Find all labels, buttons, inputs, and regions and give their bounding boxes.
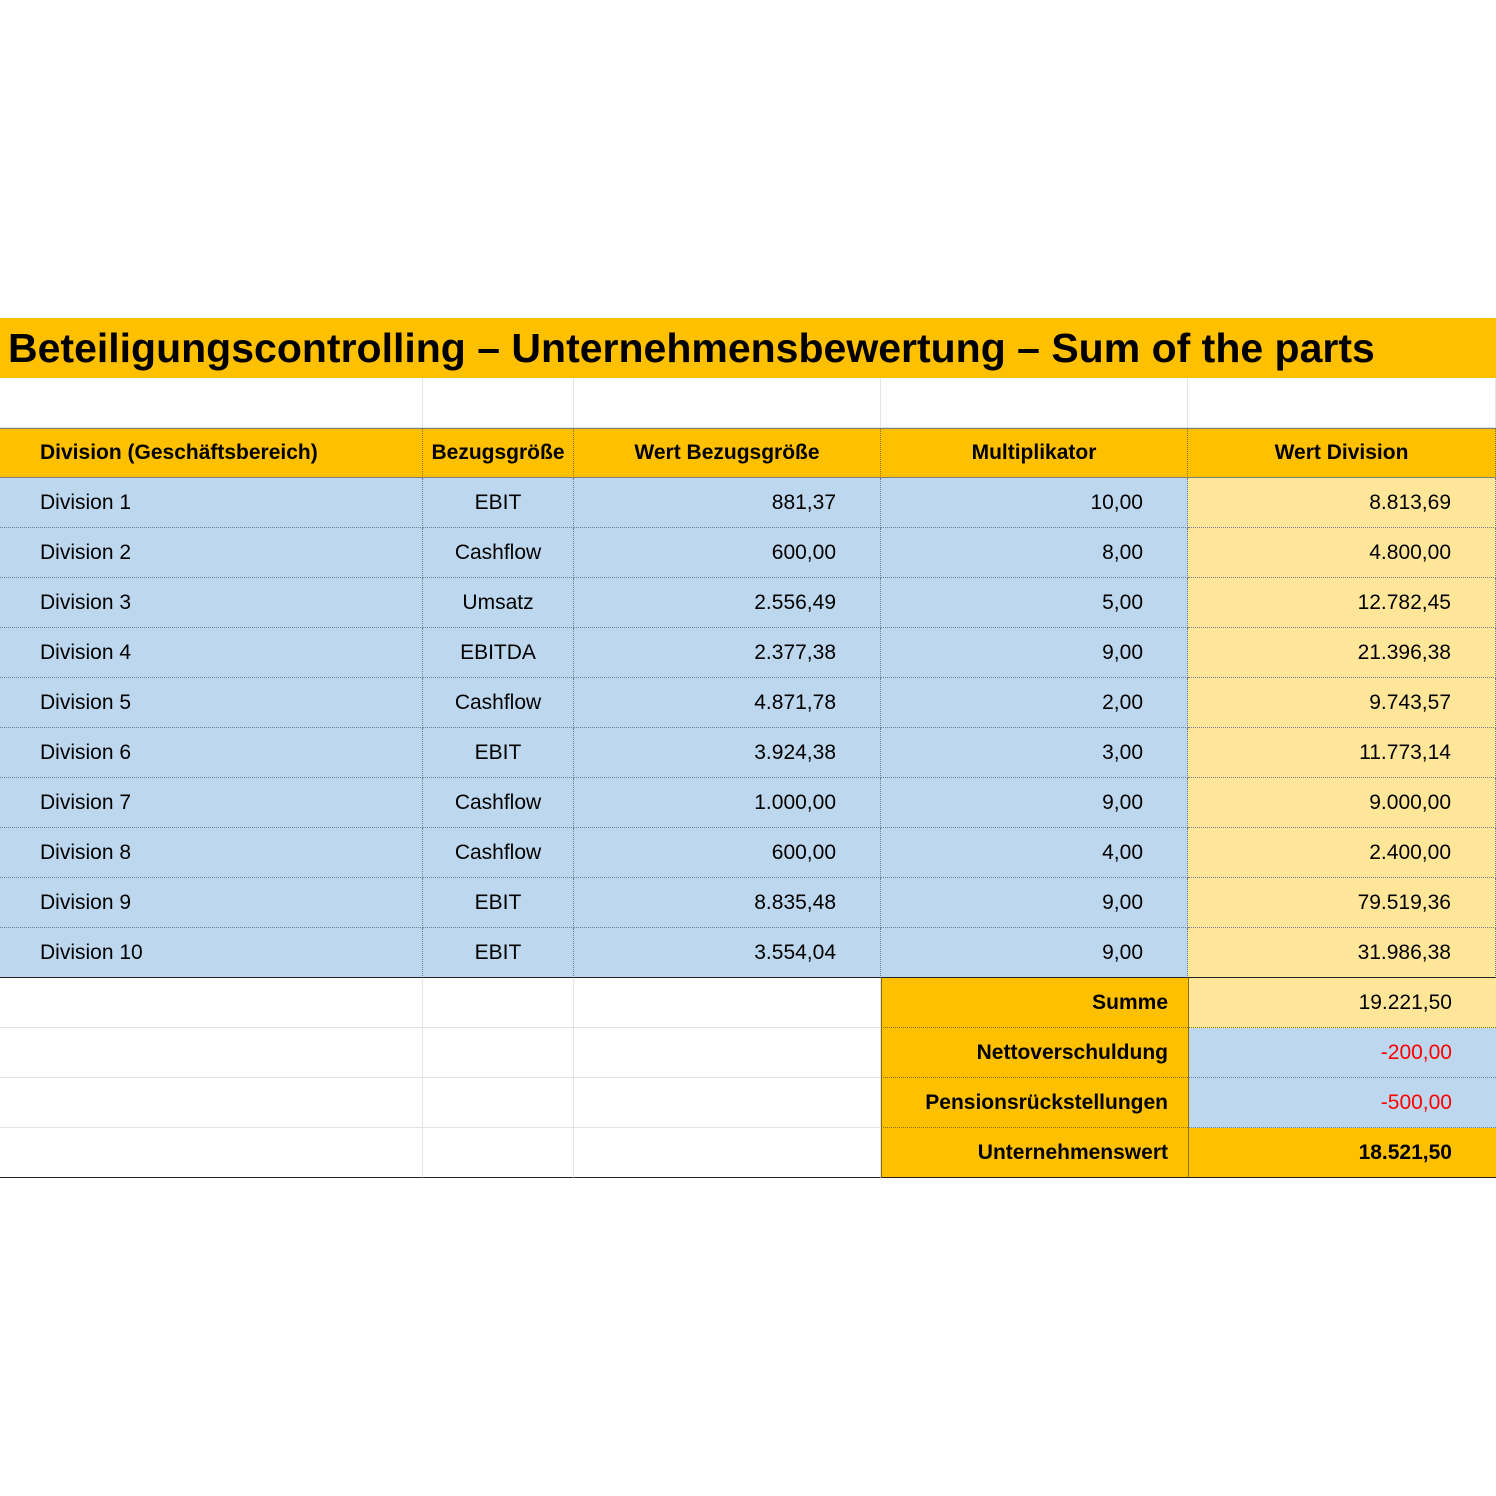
- wert-division-cell[interactable]: 79.519,36: [1188, 878, 1496, 928]
- bezugsgroesse-cell[interactable]: Cashflow: [423, 778, 574, 828]
- spreadsheet: [0, 318, 1496, 1178]
- empty-cell[interactable]: [423, 1078, 574, 1128]
- empty-cell[interactable]: [1188, 378, 1496, 428]
- multiplikator-cell[interactable]: 4,00: [881, 828, 1188, 878]
- multiplikator-cell[interactable]: 10,00: [881, 478, 1188, 528]
- bezugsgroesse-cell[interactable]: Cashflow: [423, 828, 574, 878]
- nettoverschuldung-value[interactable]: -200,00: [1188, 1028, 1496, 1078]
- empty-cell[interactable]: [423, 1128, 574, 1178]
- table-row: [0, 728, 1496, 778]
- multiplikator-cell[interactable]: 9,00: [881, 628, 1188, 678]
- header-multiplikator: Multiplikator: [881, 428, 1188, 478]
- empty-cell[interactable]: [423, 378, 574, 428]
- multiplikator-cell[interactable]: 9,00: [881, 878, 1188, 928]
- wert-bezugsgroesse-cell[interactable]: 3.924,38: [574, 728, 881, 778]
- bezugsgroesse-cell[interactable]: EBITDA: [423, 628, 574, 678]
- empty-cell[interactable]: [881, 378, 1188, 428]
- pensionsrueckstellungen-row: [0, 1078, 1496, 1128]
- table-row: [0, 778, 1496, 828]
- multiplikator-cell[interactable]: 5,00: [881, 578, 1188, 628]
- empty-cell[interactable]: [574, 1128, 881, 1178]
- multiplikator-cell[interactable]: 8,00: [881, 528, 1188, 578]
- division-name-cell[interactable]: Division 3: [0, 578, 423, 628]
- wert-division-cell[interactable]: 11.773,14: [1188, 728, 1496, 778]
- empty-cell[interactable]: [574, 1078, 881, 1128]
- wert-division-cell[interactable]: 31.986,38: [1188, 928, 1496, 978]
- bezugsgroesse-cell[interactable]: EBIT: [423, 928, 574, 978]
- bezugsgroesse-cell[interactable]: Cashflow: [423, 528, 574, 578]
- wert-bezugsgroesse-cell[interactable]: 4.871,78: [574, 678, 881, 728]
- empty-cell[interactable]: [423, 978, 574, 1028]
- wert-bezugsgroesse-cell[interactable]: 3.554,04: [574, 928, 881, 978]
- multiplikator-cell[interactable]: 9,00: [881, 928, 1188, 978]
- division-name-cell[interactable]: Division 6: [0, 728, 423, 778]
- wert-division-cell[interactable]: 9.000,00: [1188, 778, 1496, 828]
- wert-bezugsgroesse-cell[interactable]: 600,00: [574, 828, 881, 878]
- wert-division-cell[interactable]: 2.400,00: [1188, 828, 1496, 878]
- table-row: [0, 678, 1496, 728]
- division-name-cell[interactable]: Division 2: [0, 528, 423, 578]
- division-name-cell[interactable]: Division 9: [0, 878, 423, 928]
- header-division: Division (Geschäftsbereich): [0, 428, 423, 478]
- empty-cell[interactable]: [0, 1028, 423, 1078]
- header-wert-bezugsgroesse: Wert Bezugsgröße: [574, 428, 881, 478]
- wert-division-cell[interactable]: 21.396,38: [1188, 628, 1496, 678]
- summe-label: Summe: [881, 978, 1188, 1028]
- bezugsgroesse-cell[interactable]: Umsatz: [423, 578, 574, 628]
- wert-bezugsgroesse-cell[interactable]: 600,00: [574, 528, 881, 578]
- wert-division-cell[interactable]: 4.800,00: [1188, 528, 1496, 578]
- division-name-cell[interactable]: Division 4: [0, 628, 423, 678]
- division-name-cell[interactable]: Division 7: [0, 778, 423, 828]
- division-name-cell[interactable]: Division 1: [0, 478, 423, 528]
- nettoverschuldung-row: [0, 1028, 1496, 1078]
- table-row: [0, 528, 1496, 578]
- pensionsrueckstellungen-value[interactable]: -500,00: [1188, 1078, 1496, 1128]
- empty-cell[interactable]: [0, 978, 423, 1028]
- empty-cell[interactable]: [574, 1028, 881, 1078]
- empty-cell[interactable]: [574, 978, 881, 1028]
- empty-cell[interactable]: [574, 378, 881, 428]
- blank-row: [0, 378, 1496, 428]
- wert-bezugsgroesse-cell[interactable]: 2.556,49: [574, 578, 881, 628]
- division-name-cell[interactable]: Division 5: [0, 678, 423, 728]
- multiplikator-cell[interactable]: 3,00: [881, 728, 1188, 778]
- wert-bezugsgroesse-cell[interactable]: 8.835,48: [574, 878, 881, 928]
- table-row: [0, 878, 1496, 928]
- table-row: [0, 828, 1496, 878]
- pensionsrueckstellungen-label: Pensionsrückstellungen: [881, 1078, 1188, 1128]
- table-row: [0, 928, 1496, 978]
- empty-cell[interactable]: [0, 1078, 423, 1128]
- table-row: [0, 628, 1496, 678]
- multiplikator-cell[interactable]: 2,00: [881, 678, 1188, 728]
- nettoverschuldung-label: Nettoverschuldung: [881, 1028, 1188, 1078]
- table-row: [0, 478, 1496, 528]
- wert-bezugsgroesse-cell[interactable]: 881,37: [574, 478, 881, 528]
- summe-value[interactable]: 19.221,50: [1188, 978, 1496, 1028]
- empty-cell[interactable]: [0, 1128, 423, 1178]
- unternehmenswert-row: [0, 1128, 1496, 1178]
- unternehmenswert-label: Unternehmenswert: [881, 1128, 1188, 1178]
- header-wert-division: Wert Division: [1188, 428, 1496, 478]
- wert-division-cell[interactable]: 9.743,57: [1188, 678, 1496, 728]
- division-name-cell[interactable]: Division 8: [0, 828, 423, 878]
- wert-bezugsgroesse-cell[interactable]: 1.000,00: [574, 778, 881, 828]
- empty-cell[interactable]: [0, 378, 423, 428]
- sheet-title: Beteiligungscontrolling – Unternehmensbewertung – Sum of the parts: [0, 318, 1496, 378]
- wert-division-cell[interactable]: 12.782,45: [1188, 578, 1496, 628]
- bezugsgroesse-cell[interactable]: EBIT: [423, 478, 574, 528]
- bezugsgroesse-cell[interactable]: EBIT: [423, 878, 574, 928]
- table-row: [0, 578, 1496, 628]
- unternehmenswert-value[interactable]: 18.521,50: [1188, 1128, 1496, 1178]
- empty-cell[interactable]: [423, 1028, 574, 1078]
- wert-division-cell[interactable]: 8.813,69: [1188, 478, 1496, 528]
- table-header-row: [0, 428, 1496, 478]
- multiplikator-cell[interactable]: 9,00: [881, 778, 1188, 828]
- bezugsgroesse-cell[interactable]: EBIT: [423, 728, 574, 778]
- bezugsgroesse-cell[interactable]: Cashflow: [423, 678, 574, 728]
- division-name-cell[interactable]: Division 10: [0, 928, 423, 978]
- summe-row: [0, 978, 1496, 1028]
- header-bezugsgroesse: Bezugsgröße: [423, 428, 574, 478]
- wert-bezugsgroesse-cell[interactable]: 2.377,38: [574, 628, 881, 678]
